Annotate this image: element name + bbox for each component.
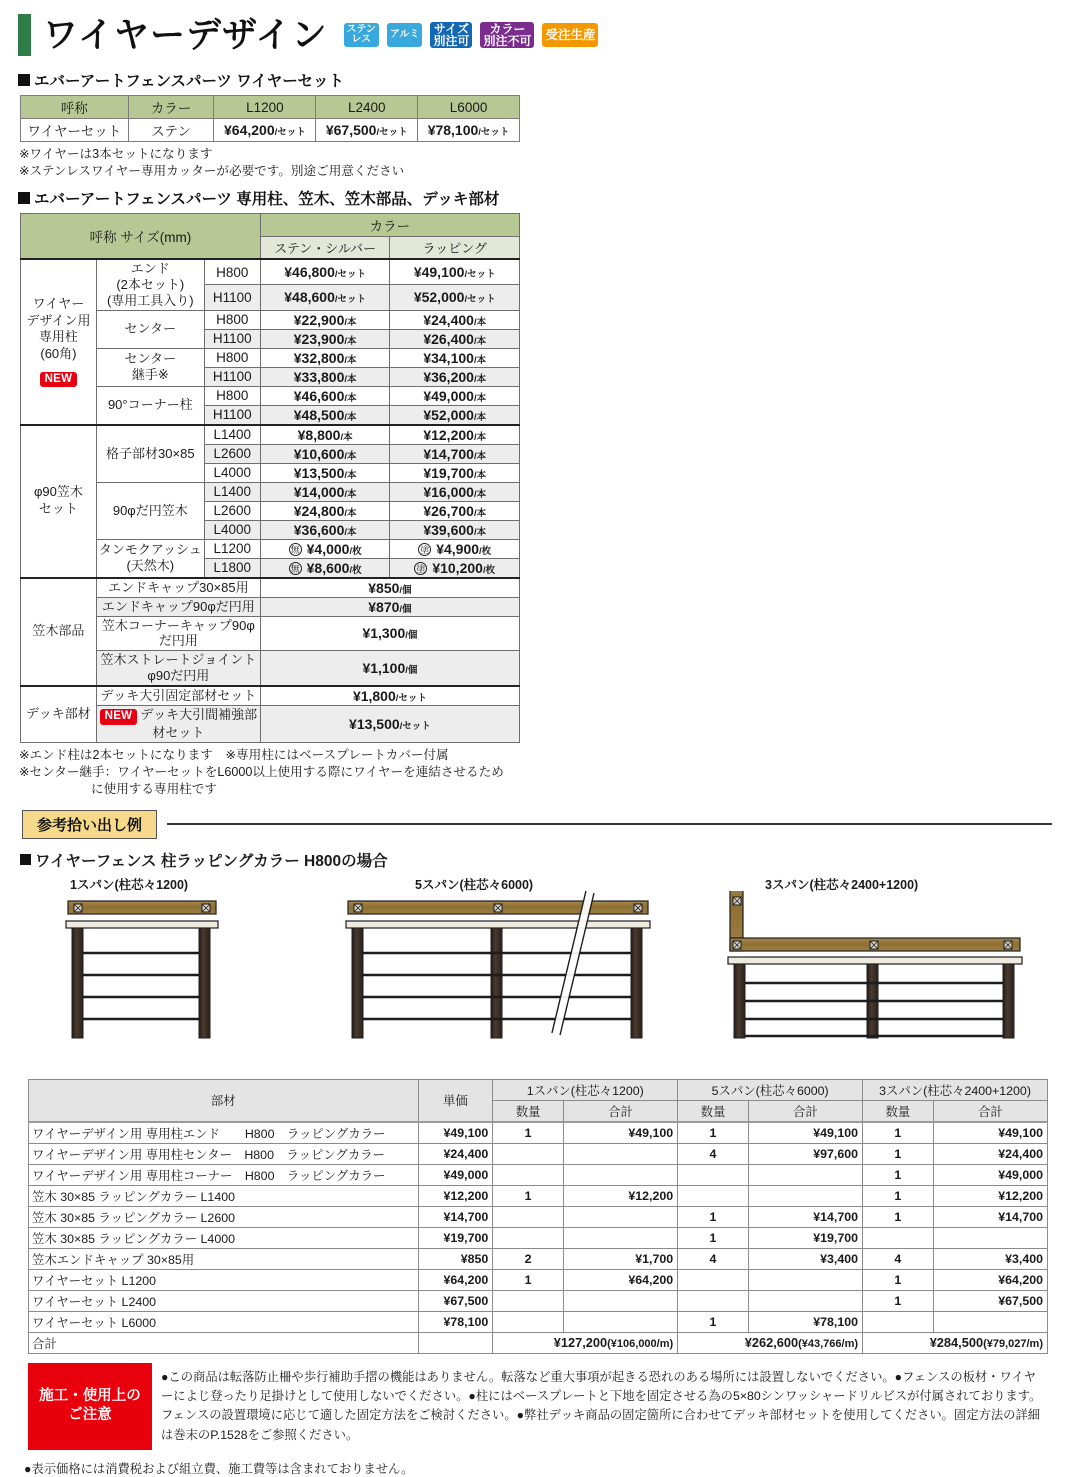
cell-sum: ¥19,700: [748, 1227, 862, 1248]
col-header-qty-3: 数量: [863, 1100, 934, 1122]
fence-heading-row: [20, 849, 1074, 871]
size-cell: H1100: [204, 329, 260, 348]
cell-qty: 1: [863, 1206, 934, 1227]
size-cell: H800: [204, 259, 260, 285]
caution-label: [28, 1363, 152, 1451]
price-single: ¥1,800/セット: [260, 686, 519, 706]
price-stainless: ¥33,800/本: [260, 367, 390, 386]
cell-price-l1200: ¥64,200/セット: [214, 119, 316, 142]
col-header-name: 呼称: [21, 96, 129, 119]
cell-qty: 1: [863, 1290, 934, 1311]
aluminum-badge: [385, 21, 425, 49]
size-cell: H1100: [204, 405, 260, 425]
col-header-qty-1: 数量: [493, 1100, 564, 1122]
col-header-sum-1: 合計: [563, 1100, 677, 1122]
price-stainless: ¥46,800/セット: [260, 259, 390, 285]
spec-badge-group: [342, 20, 601, 50]
cell-qty: 1: [678, 1227, 749, 1248]
size-cell: H1100: [204, 367, 260, 386]
cell-qty: [493, 1311, 564, 1332]
unpainted-mark-icon: 無: [290, 563, 300, 574]
table-header-row: [21, 214, 520, 237]
page-header: [0, 0, 1074, 60]
cell-qty: 4: [863, 1248, 934, 1269]
section2-note-1: ※エンド柱は2本セットになります ※専用柱にはベースプレートカバー付属: [19, 747, 449, 762]
cell-qty: [493, 1290, 564, 1311]
made-to-order-badge: [540, 21, 600, 49]
price-stainless: ¥36,600/本: [260, 520, 390, 539]
cell-unit-price: ¥850: [418, 1248, 493, 1269]
price-single: ¥850/個: [260, 578, 519, 598]
price-wrapping: ¥16,000/本: [390, 482, 520, 501]
price-stainless: ¥48,600/セット: [260, 285, 390, 310]
size-cell: H800: [204, 386, 260, 405]
group-label-wire-design-post: ワイヤー デザイン用 専用柱 (60角) NEW: [21, 259, 97, 425]
col-header-qty-2: 数量: [678, 1100, 749, 1122]
stainless-badge-line1: ステン: [346, 23, 376, 35]
cell-sum: ¥3,400: [933, 1248, 1047, 1269]
cell-part: 笠木エンドキャップ 30×85用: [29, 1248, 419, 1269]
col-header-name-size: 呼称 サイズ(mm): [21, 214, 261, 260]
painted-mark-icon: 塗: [420, 544, 430, 555]
diagram-label-5span: 5スパン(柱芯々6000): [415, 877, 534, 892]
takeoff-table: [28, 1079, 1048, 1354]
cell-sum: ¥14,700: [933, 1206, 1047, 1227]
price-wrapping: ¥36,200/本: [390, 367, 520, 386]
cell-qty: [863, 1311, 934, 1332]
price-stainless: ¥24,800/本: [260, 501, 390, 520]
fence-diagram-group: [0, 873, 1074, 1073]
part-name-corner-post: 90°コーナー柱: [96, 386, 204, 425]
cell-qty: 1: [678, 1206, 749, 1227]
title-accent-bar: [18, 14, 31, 56]
cell-sum: ¥64,200: [933, 1269, 1047, 1290]
table-header-row: [21, 96, 520, 119]
cell-product-name: ワイヤーセット: [21, 119, 129, 142]
section1-heading: エバーアートフェンスパーツ ワイヤーセット: [34, 73, 344, 90]
section1-note-2: ※ステンレスワイヤー専用カッターが必要です。別途ご用意ください: [19, 164, 405, 178]
cell-sum: [563, 1227, 677, 1248]
total-5span: ¥262,600(¥43,766/m): [678, 1332, 863, 1353]
square-bullet-icon: [18, 74, 30, 86]
wire-set-price-table: [20, 95, 520, 142]
cell-part: 笠木 30×85 ラッピングカラー L1400: [29, 1185, 419, 1206]
section1-note-1: ※ワイヤーは3本セットになります: [19, 147, 213, 161]
col-header-unit-price: 単価: [418, 1079, 493, 1122]
cell-sum: ¥97,600: [748, 1143, 862, 1164]
price-stainless: 無 ¥4,000/枚: [260, 539, 390, 558]
price-stainless: ¥22,900/本: [260, 310, 390, 329]
cell-sum: [563, 1311, 677, 1332]
cell-qty: 1: [863, 1164, 934, 1185]
cell-unit-price: ¥14,700: [418, 1206, 493, 1227]
diagram-3span: [728, 891, 1022, 1038]
cell-sum: ¥49,000: [933, 1164, 1047, 1185]
price-stainless: ¥8,800/本: [260, 425, 390, 445]
size-cell: L1800: [204, 558, 260, 578]
price-wrapping: ¥52,000/本: [390, 405, 520, 425]
cell-sum: [563, 1143, 677, 1164]
group-label-cap-rail-parts: 笠木部品: [21, 578, 97, 686]
cell-qty: 1: [863, 1143, 934, 1164]
cell-unit-price: ¥24,400: [418, 1143, 493, 1164]
size-custom-badge-line1: サイズ: [433, 21, 469, 36]
cell-part: ワイヤーデザイン用 専用柱コーナー H800 ラッピングカラー: [29, 1164, 419, 1185]
cell-sum: ¥78,100: [748, 1311, 862, 1332]
cell-sum: ¥24,400: [933, 1143, 1047, 1164]
cell-sum: ¥49,100: [748, 1122, 862, 1144]
diagram-label-3span: 3スパン(柱芯々2400+1200): [765, 877, 919, 892]
col-header-5span: 5スパン(柱芯々6000): [678, 1079, 863, 1100]
cell-product-color: ステン: [128, 119, 214, 142]
caution-block: [28, 1363, 1048, 1451]
cell-sum: ¥49,100: [933, 1122, 1047, 1144]
group-label-deck-parts: デッキ部材: [21, 686, 97, 742]
cell-price-l2400: ¥67,500/セット: [316, 119, 418, 142]
section2-heading: エバーアートフェンスパーツ 専用柱、笠木、笠木部品、デッキ部材: [34, 191, 500, 208]
price-stainless: 無 ¥8,600/枚: [260, 558, 390, 578]
cell-sum: [933, 1311, 1047, 1332]
price-wrapping: 塗 ¥10,200/枚: [390, 558, 520, 578]
cell-sum: ¥49,100: [563, 1122, 677, 1144]
size-cell: H1100: [204, 285, 260, 310]
cell-sum: [563, 1206, 677, 1227]
aluminum-badge-line1: アルミ: [389, 28, 420, 40]
part-name: 笠木ストレートジョイントφ90だ円用: [96, 651, 260, 686]
cell-unit-price: ¥19,700: [418, 1227, 493, 1248]
cell-qty: 1: [493, 1185, 564, 1206]
diagram-5span: [346, 891, 650, 1038]
cell-price-l6000: ¥78,100/セット: [418, 119, 520, 142]
cell-sum: ¥3,400: [748, 1248, 862, 1269]
size-cell: L1400: [204, 482, 260, 501]
table-row: [21, 686, 520, 706]
fence-heading: ワイヤーフェンス 柱ラッピングカラー H800の場合: [35, 852, 388, 870]
price-wrapping: ¥14,700/本: [390, 444, 520, 463]
cell-sum: ¥14,700: [748, 1206, 862, 1227]
section1-heading-row: [18, 69, 1074, 91]
cell-qty: [863, 1227, 934, 1248]
part-name: NEW デッキ大引間補強部材セット: [96, 706, 260, 743]
new-badge: NEW: [100, 709, 138, 725]
part-name: エンドキャップ90φだ円用: [96, 597, 260, 616]
diagram-1span: [66, 901, 218, 1038]
table-row: [29, 1206, 1048, 1227]
table-row: [29, 1122, 1048, 1144]
size-custom-badge: [428, 20, 474, 50]
cell-qty: 1: [863, 1269, 934, 1290]
cell-qty: [678, 1290, 749, 1311]
cell-qty: [493, 1164, 564, 1185]
total-spacer: [418, 1332, 493, 1353]
part-name-oval-cap-rail: 90φだ円笠木: [96, 482, 204, 539]
table-row: [29, 1164, 1048, 1185]
size-cell: L4000: [204, 463, 260, 482]
cell-sum: [933, 1227, 1047, 1248]
part-name-end: エンド (2本セット) (専用工具入り): [96, 259, 204, 310]
section2-note-2: ※センター継手：ワイヤーセットをL6000以上使用する際にワイヤーを連結させるため: [19, 764, 504, 779]
caution-label-line1: 施工・使用上の: [39, 1387, 141, 1404]
table-total-row: [29, 1332, 1048, 1353]
price-wrapping: ¥49,100/セット: [390, 259, 520, 285]
table-row: [29, 1311, 1048, 1332]
cell-qty: [678, 1185, 749, 1206]
cell-sum: [748, 1269, 862, 1290]
group-label-cap-rail-set: φ90笠木 セット: [21, 425, 97, 578]
cell-qty: 4: [678, 1248, 749, 1269]
part-name: デッキ大引固定部材セット: [96, 686, 260, 706]
reference-band: [22, 810, 1052, 839]
cell-sum: [748, 1164, 862, 1185]
cell-sum: [563, 1164, 677, 1185]
table-header-row: [29, 1079, 1048, 1100]
price-wrapping: ¥12,200/本: [390, 425, 520, 445]
price-single: ¥1,100/個: [260, 651, 519, 686]
price-wrapping: ¥24,400/本: [390, 310, 520, 329]
table-row: [29, 1269, 1048, 1290]
size-cell: L1400: [204, 425, 260, 445]
col-header-3span: 3スパン(柱芯々2400+1200): [863, 1079, 1048, 1100]
price-wrapping: ¥34,100/本: [390, 348, 520, 367]
total-1span: ¥127,200(¥106,000/m): [493, 1332, 678, 1353]
cell-sum: ¥12,200: [933, 1185, 1047, 1206]
col-header-wrapping: ラッピング: [390, 237, 520, 260]
part-name-center-joint: センター 継手※: [96, 348, 204, 386]
cell-unit-price: ¥64,200: [418, 1269, 493, 1290]
cell-sum: [748, 1185, 862, 1206]
table-row: [29, 1185, 1048, 1206]
cell-unit-price: ¥49,100: [418, 1122, 493, 1144]
price-wrapping: ¥19,700/本: [390, 463, 520, 482]
part-name-center: センター: [96, 310, 204, 348]
cell-unit-price: ¥49,000: [418, 1164, 493, 1185]
cell-qty: 1: [678, 1311, 749, 1332]
cell-qty: 1: [493, 1269, 564, 1290]
col-header-part: 部材: [29, 1079, 419, 1122]
size-cell: L2600: [204, 444, 260, 463]
table-row: [29, 1227, 1048, 1248]
footer-note: ●表示価格には消費税および組立費、施工費等は含まれておりません。: [24, 1462, 414, 1477]
table-row: [21, 578, 520, 598]
color-custom-badge-line2: 別注不可: [483, 34, 532, 48]
col-header-color: カラー: [128, 96, 214, 119]
cell-qty: 1: [678, 1122, 749, 1144]
table-row: [21, 119, 520, 142]
cell-unit-price: ¥78,100: [418, 1311, 493, 1332]
painted-mark-icon: 塗: [416, 563, 426, 574]
fence-elevation-drawings: [0, 891, 1074, 1076]
caution-body: ●この商品は転落防止柵や歩行補助手摺の機能はありません。転落など重大事項が起きる恐れのある場所には設置しないでください。●フェンスの板材・ワイヤーによじ登ったり足掛けとして使用しないでください。●柱にはベースプレートと下地を固定させる為の5×80シンワッシャードリルビスが付属されております。フェンスの設置環境に応じて適した固定方法をご検討ください。●弊社デッキ商品の固定箇所に合わせてデッキ部材セットを使用してください。固定方法の詳細は巻末のP.1528をご参照ください。: [161, 1369, 1042, 1442]
stainless-badge: [342, 21, 381, 49]
col-header-l6000: L6000: [418, 96, 520, 119]
size-custom-badge-line2: 別注可: [433, 34, 470, 48]
cell-sum: ¥12,200: [563, 1185, 677, 1206]
price-stainless: ¥14,000/本: [260, 482, 390, 501]
table-row: [29, 1248, 1048, 1269]
color-custom-badge-line1: カラー: [489, 21, 526, 36]
cell-qty: 1: [863, 1122, 934, 1144]
cell-part: 笠木 30×85 ラッピングカラー L2600: [29, 1206, 419, 1227]
col-header-1span: 1スパン(柱芯々1200): [493, 1079, 678, 1100]
cell-unit-price: ¥12,200: [418, 1185, 493, 1206]
cell-qty: [678, 1269, 749, 1290]
cell-unit-price: ¥67,500: [418, 1290, 493, 1311]
cell-part: ワイヤーデザイン用 専用柱エンド H800 ラッピングカラー: [29, 1122, 419, 1144]
new-badge: NEW: [40, 372, 78, 388]
col-header-sum-2: 合計: [748, 1100, 862, 1122]
cell-sum: [748, 1290, 862, 1311]
cell-part: ワイヤーセット L6000: [29, 1311, 419, 1332]
cell-qty: 2: [493, 1248, 564, 1269]
cell-part: ワイヤーセット L2400: [29, 1290, 419, 1311]
size-cell: H800: [204, 310, 260, 329]
cell-qty: 1: [863, 1185, 934, 1206]
price-wrapping: ¥26,700/本: [390, 501, 520, 520]
price-wrapping: ¥39,600/本: [390, 520, 520, 539]
cell-qty: [493, 1227, 564, 1248]
col-header-l2400: L2400: [316, 96, 418, 119]
price-single: ¥1,300/個: [260, 616, 519, 651]
price-single: ¥870/個: [260, 597, 519, 616]
section2-note-3: に使用する専用柱です: [91, 781, 217, 796]
price-stainless: ¥10,600/本: [260, 444, 390, 463]
size-cell: H800: [204, 348, 260, 367]
part-name: 笠木コーナーキャップ90φだ円用: [96, 616, 260, 651]
cell-qty: [493, 1143, 564, 1164]
cell-part: 笠木 30×85 ラッピングカラー L4000: [29, 1227, 419, 1248]
cell-qty: [678, 1164, 749, 1185]
total-3span: ¥284,500(¥79,027/m): [863, 1332, 1048, 1353]
size-cell: L1200: [204, 539, 260, 558]
price-stainless: ¥32,800/本: [260, 348, 390, 367]
table-row: [21, 259, 520, 285]
page-title: ワイヤーデザイン: [43, 15, 328, 55]
cell-part: ワイヤーセット L1200: [29, 1269, 419, 1290]
col-header-stainless-silver: ステン・シルバー: [260, 237, 390, 260]
part-name: エンドキャップ30×85用: [96, 578, 260, 598]
square-bullet-icon: [20, 854, 31, 865]
col-header-sum-3: 合計: [933, 1100, 1047, 1122]
size-cell: L4000: [204, 520, 260, 539]
total-label: 合計: [29, 1332, 419, 1353]
size-cell: L2600: [204, 501, 260, 520]
cell-sum: ¥67,500: [933, 1290, 1047, 1311]
price-wrapping: ¥26,400/本: [390, 329, 520, 348]
price-wrapping: ¥52,000/セット: [390, 285, 520, 310]
made-to-order-badge-line1: 受注生産: [545, 27, 596, 42]
cell-sum: [563, 1290, 677, 1311]
cell-sum: ¥64,200: [563, 1269, 677, 1290]
diagram-label-1span: 1スパン(柱芯々1200): [70, 877, 189, 892]
reference-divider: [167, 823, 1052, 825]
parts-price-table: [20, 213, 520, 743]
price-single: ¥13,500/セット: [260, 706, 519, 743]
table-row: [29, 1143, 1048, 1164]
col-header-color: カラー: [260, 214, 519, 237]
price-stainless: ¥23,900/本: [260, 329, 390, 348]
col-header-l1200: L1200: [214, 96, 316, 119]
square-bullet-icon: [18, 192, 30, 204]
price-wrapping: ¥49,000/本: [390, 386, 520, 405]
unpainted-mark-icon: 無: [290, 544, 300, 555]
price-stainless: ¥13,500/本: [260, 463, 390, 482]
cell-qty: 4: [678, 1143, 749, 1164]
table-row: [29, 1290, 1048, 1311]
part-name-lattice: 格子部材30×85: [96, 425, 204, 483]
cell-part: ワイヤーデザイン用 専用柱センター H800 ラッピングカラー: [29, 1143, 419, 1164]
price-stainless: ¥48,500/本: [260, 405, 390, 425]
reference-badge: 参考拾い出し例: [22, 810, 157, 839]
section2-heading-row: [18, 187, 1074, 209]
price-wrapping: 塗 ¥4,900/枚: [390, 539, 520, 558]
cell-qty: [493, 1206, 564, 1227]
stainless-badge-line2: レス: [351, 34, 372, 45]
part-name-tanmoku-ash: タンモクアッシュ (天然木): [96, 539, 204, 578]
caution-label-line2: ご注意: [68, 1407, 112, 1424]
color-custom-badge: [478, 20, 536, 50]
cell-qty: 1: [493, 1122, 564, 1144]
table-row: [21, 425, 520, 445]
cell-sum: ¥1,700: [563, 1248, 677, 1269]
price-stainless: ¥46,600/本: [260, 386, 390, 405]
